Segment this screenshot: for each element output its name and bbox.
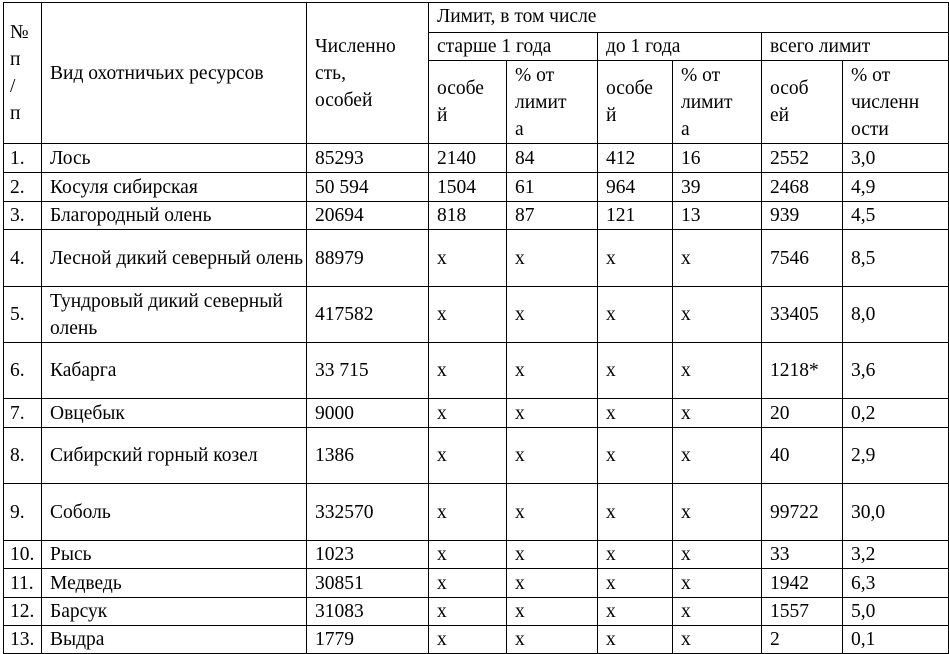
cell-older-count: x [429, 428, 507, 484]
cell-species-name: Косуля сибирская [42, 173, 307, 202]
table-row [4, 428, 949, 484]
cell-older-count: x [429, 598, 507, 626]
cell-population: 88979 [307, 230, 429, 287]
cell-older-count: x [429, 230, 507, 287]
table-row [4, 598, 949, 626]
cell-population: 417582 [307, 287, 429, 343]
cell-older-count: x [429, 569, 507, 598]
cell-population: 1779 [307, 626, 429, 654]
cell-total-pct: 4,5 [843, 202, 949, 230]
cell-older-pct: x [507, 569, 598, 598]
cell-total-pct: 0,2 [843, 399, 949, 428]
cell-younger-count: x [598, 541, 673, 569]
cell-older-count: 1504 [429, 173, 507, 202]
cell-total-pct: 0,1 [843, 626, 949, 654]
cell-total-pct: 3,6 [843, 343, 949, 399]
cell-species-name: Тундровый дикий северный олень [42, 287, 307, 343]
cell-species-name: Барсук [42, 598, 307, 626]
cell-population: 33 715 [307, 343, 429, 399]
cell-row-num: 6. [4, 343, 42, 399]
cell-older-count: x [429, 541, 507, 569]
cell-total-count: 2552 [762, 144, 843, 173]
cell-row-num: 8. [4, 428, 42, 484]
cell-total-count: 1557 [762, 598, 843, 626]
cell-younger-count: x [598, 287, 673, 343]
cell-older-pct: x [507, 399, 598, 428]
table-row [4, 484, 949, 541]
cell-population: 332570 [307, 484, 429, 541]
cell-species-name: Выдра [42, 626, 307, 654]
cell-species-name: Благородный олень [42, 202, 307, 230]
cell-older-pct: x [507, 541, 598, 569]
cell-population: 9000 [307, 399, 429, 428]
cell-species-name: Рысь [42, 541, 307, 569]
cell-row-num: 12. [4, 598, 42, 626]
cell-row-num: 7. [4, 399, 42, 428]
header-older-count: особе й [429, 61, 507, 144]
cell-population: 1023 [307, 541, 429, 569]
cell-total-count: 2468 [762, 173, 843, 202]
cell-total-count: 33405 [762, 287, 843, 343]
cell-older-pct: x [507, 626, 598, 654]
cell-population: 30851 [307, 569, 429, 598]
table-row [4, 230, 949, 287]
cell-row-num: 2. [4, 173, 42, 202]
cell-older-count: x [429, 484, 507, 541]
header-population: Численно сть, особей [307, 3, 429, 144]
cell-row-num: 13. [4, 626, 42, 654]
table-row [4, 144, 949, 173]
cell-total-pct: 4,9 [843, 173, 949, 202]
cell-total-pct: 2,9 [843, 428, 949, 484]
cell-total-count: 7546 [762, 230, 843, 287]
cell-older-count: x [429, 343, 507, 399]
cell-older-pct: 61 [507, 173, 598, 202]
cell-total-pct: 8,0 [843, 287, 949, 343]
cell-younger-count: x [598, 399, 673, 428]
cell-species-name: Кабарга [42, 343, 307, 399]
cell-younger-count: x [598, 626, 673, 654]
table-row [4, 173, 949, 202]
cell-younger-count: x [598, 598, 673, 626]
cell-species-name: Овцебык [42, 399, 307, 428]
cell-row-num: 10. [4, 541, 42, 569]
cell-younger-count: x [598, 569, 673, 598]
cell-row-num: 5. [4, 287, 42, 343]
cell-total-pct: 30,0 [843, 484, 949, 541]
cell-species-name: Лесной дикий северный олень [42, 230, 307, 287]
header-num: № п / п [4, 3, 42, 144]
cell-total-count: 939 [762, 202, 843, 230]
cell-older-count: 818 [429, 202, 507, 230]
cell-species-name: Медведь [42, 569, 307, 598]
header-total-pct: % от численн ости [843, 61, 949, 144]
cell-younger-pct: x [673, 484, 762, 541]
cell-younger-pct: x [673, 399, 762, 428]
header-older-pct: % от лимит а [507, 61, 598, 144]
table-row [4, 541, 949, 569]
cell-population: 20694 [307, 202, 429, 230]
cell-total-count: 1942 [762, 569, 843, 598]
header-species: Вид охотничьих ресурсов [42, 3, 307, 144]
header-younger-pct: % от лимит а [673, 61, 762, 144]
cell-older-count: x [429, 287, 507, 343]
cell-younger-pct: x [673, 230, 762, 287]
cell-younger-count: x [598, 343, 673, 399]
cell-younger-pct: 13 [673, 202, 762, 230]
cell-row-num: 3. [4, 202, 42, 230]
cell-younger-pct: x [673, 598, 762, 626]
cell-population: 31083 [307, 598, 429, 626]
cell-older-count: x [429, 399, 507, 428]
table-row [4, 287, 949, 343]
cell-species-name: Лось [42, 144, 307, 173]
cell-younger-count: 121 [598, 202, 673, 230]
header-total: всего лимит [762, 33, 949, 61]
cell-younger-count: 412 [598, 144, 673, 173]
table-row [4, 399, 949, 428]
cell-population: 1386 [307, 428, 429, 484]
cell-total-pct: 3,0 [843, 144, 949, 173]
cell-younger-pct: 39 [673, 173, 762, 202]
cell-younger-pct: x [673, 569, 762, 598]
cell-species-name: Сибирский горный козел [42, 428, 307, 484]
header-younger: до 1 года [598, 33, 762, 61]
cell-older-pct: x [507, 428, 598, 484]
cell-total-count: 1218* [762, 343, 843, 399]
cell-total-pct: 3,2 [843, 541, 949, 569]
cell-row-num: 11. [4, 569, 42, 598]
cell-older-pct: 87 [507, 202, 598, 230]
cell-older-count: 2140 [429, 144, 507, 173]
cell-population: 50 594 [307, 173, 429, 202]
cell-younger-count: x [598, 428, 673, 484]
cell-younger-pct: x [673, 428, 762, 484]
cell-younger-pct: x [673, 626, 762, 654]
cell-older-pct: x [507, 598, 598, 626]
cell-younger-pct: x [673, 541, 762, 569]
cell-total-count: 20 [762, 399, 843, 428]
cell-younger-pct: 16 [673, 144, 762, 173]
cell-older-pct: 84 [507, 144, 598, 173]
cell-total-count: 2 [762, 626, 843, 654]
header-older: старше 1 года [429, 33, 598, 61]
cell-younger-pct: x [673, 287, 762, 343]
cell-total-count: 99722 [762, 484, 843, 541]
table-row [4, 343, 949, 399]
table-row [4, 202, 949, 230]
cell-older-pct: x [507, 343, 598, 399]
table-row [4, 569, 949, 598]
cell-total-count: 33 [762, 541, 843, 569]
cell-younger-count: x [598, 230, 673, 287]
header-total-count: особ ей [762, 61, 843, 144]
table-row [4, 626, 949, 654]
cell-row-num: 9. [4, 484, 42, 541]
cell-total-count: 40 [762, 428, 843, 484]
cell-total-pct: 8,5 [843, 230, 949, 287]
cell-younger-pct: x [673, 343, 762, 399]
cell-younger-count: x [598, 484, 673, 541]
header-row-1 [4, 3, 949, 33]
hunting-resources-limit-table [3, 2, 949, 654]
cell-total-pct: 6,3 [843, 569, 949, 598]
header-limit-group: Лимит, в том числе [429, 3, 949, 33]
header-younger-count: особе й [598, 61, 673, 144]
cell-older-count: x [429, 626, 507, 654]
cell-older-pct: x [507, 287, 598, 343]
cell-younger-count: 964 [598, 173, 673, 202]
cell-row-num: 1. [4, 144, 42, 173]
cell-population: 85293 [307, 144, 429, 173]
cell-total-pct: 5,0 [843, 598, 949, 626]
cell-row-num: 4. [4, 230, 42, 287]
cell-older-pct: x [507, 230, 598, 287]
cell-species-name: Соболь [42, 484, 307, 541]
cell-older-pct: x [507, 484, 598, 541]
